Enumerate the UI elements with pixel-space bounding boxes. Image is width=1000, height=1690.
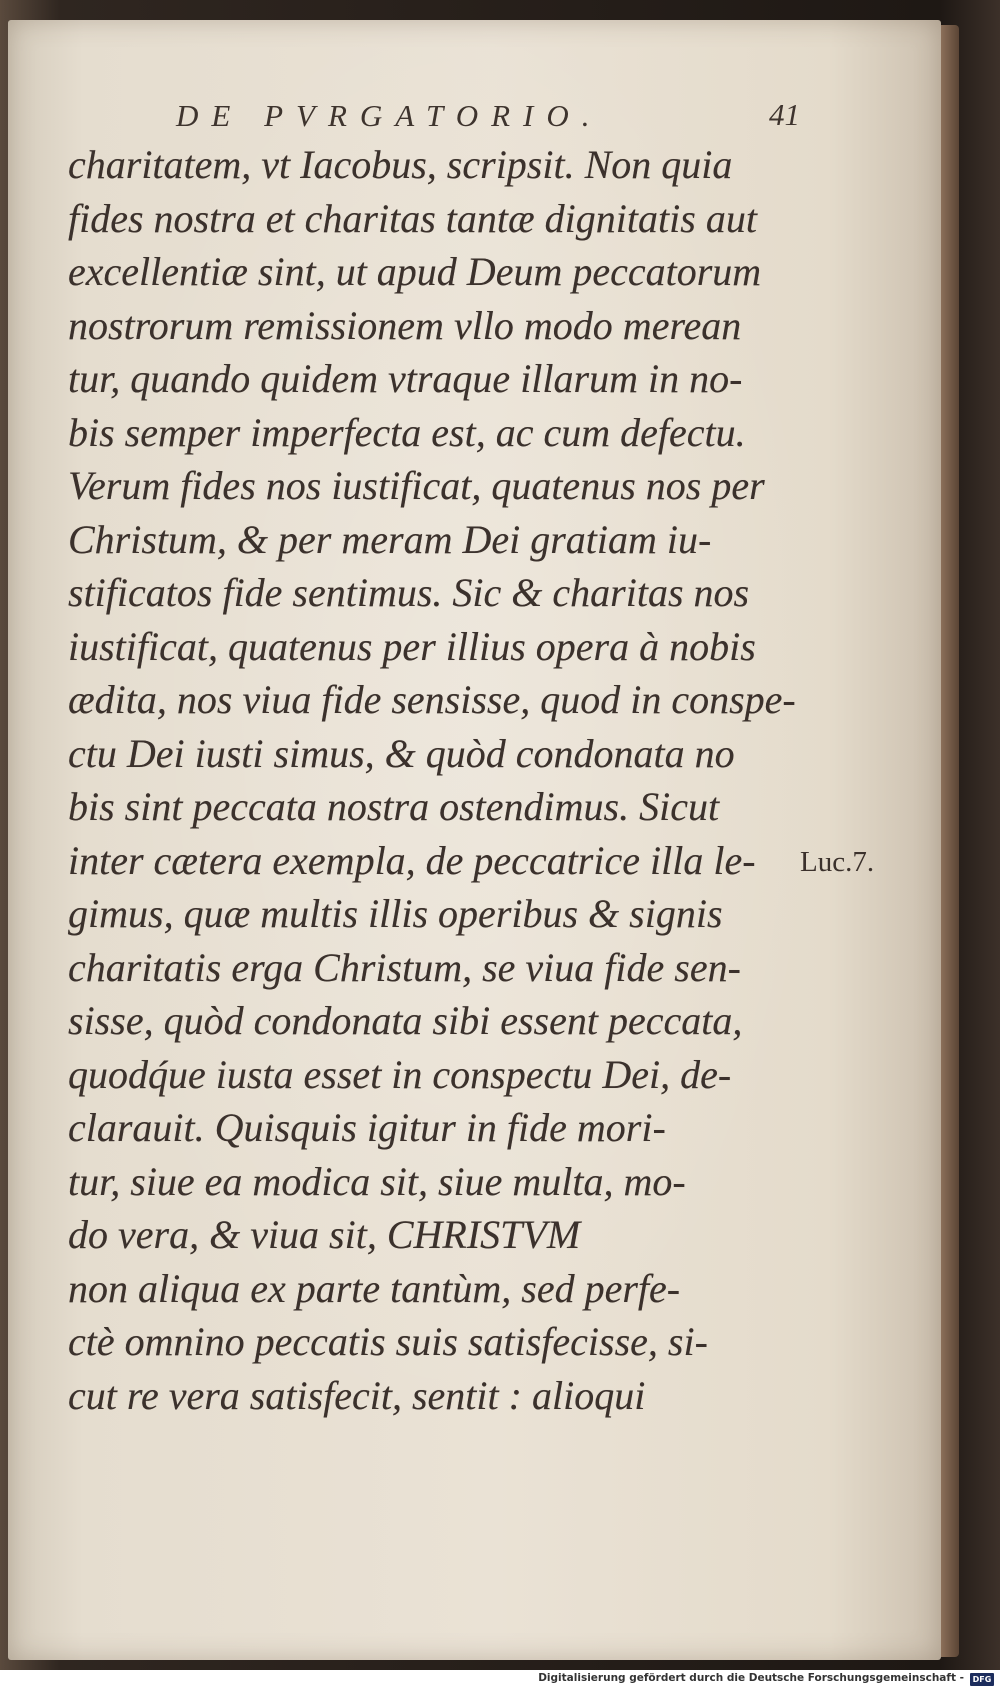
text-line: nostrorum remissionem vllo modo merean [68, 302, 742, 348]
text-line: clarauit. Quisquis igitur in fide mori- [68, 1105, 666, 1150]
text-line: ædita, nos viua fide sensisse, quod in conspe- [68, 677, 796, 722]
text-line: Christum, & per meram Dei gratiam iu- [68, 516, 712, 562]
footer-bar [0, 1670, 1000, 1690]
text-line: do vera, & viua sit, CHRISTVM [68, 1212, 581, 1257]
dfg-logo: DFG [970, 1673, 994, 1686]
marginal-note: Luc.7. [800, 846, 875, 878]
text-line: ctè omnino peccatis suis satisfecisse, si- [68, 1319, 708, 1364]
text-line: bis semper imperfecta est, ac cum defectu. [68, 409, 746, 455]
text-line: bis sint peccata nostra ostendimus. Sicut [68, 784, 720, 829]
text-line: charitatis erga Christum, se viua fide sen- [68, 944, 741, 990]
text-line: inter cætera exempla, de peccatrice illa le- [68, 837, 756, 883]
text-line: excellentiæ sint, ut apud Deum peccatorum [68, 249, 762, 294]
text-line: fides nostra et charitas tantæ dignitatis aut [68, 195, 757, 241]
footer-credit: Digitalisierung gefördert durch die Deutsche Forschungsgemeinschaft - [538, 1672, 964, 1684]
text-line: tur, siue ea modica sit, siue multa, mo- [68, 1158, 686, 1204]
running-head: DE PVRGATORIO. [176, 98, 603, 133]
body-text [68, 138, 818, 1422]
text-line: quodq́ue iusta esset in conspectu Dei, de- [68, 1051, 732, 1097]
text-line: iustificat, quatenus per illius opera à nobis [68, 623, 756, 669]
page-edge [941, 25, 959, 1657]
page-header [176, 98, 816, 138]
text-line: ctu Dei iusti simus, & quòd condonata no [68, 730, 735, 776]
text-line: Verum fides nos iustificat, quatenus nos per [68, 463, 765, 508]
text-line: tur, quando quidem vtraque illarum in no- [68, 356, 743, 401]
text-line: sisse, quòd condonata sibi essent peccata, [68, 998, 743, 1043]
text-line: cut re vera satisfecit, sentit : alioqui [68, 1372, 646, 1418]
text-line: gimus, quæ multis illis operibus & signis [68, 891, 723, 936]
book-page [8, 20, 941, 1660]
text-line: non aliqua ex parte tantùm, sed perfe- [68, 1265, 681, 1311]
page-number: 41 [769, 97, 800, 132]
text-line: charitatem, vt Iacobus, scripsit. Non quia [68, 142, 733, 187]
text-line: stificatos fide sentimus. Sic & charitas nos [68, 570, 750, 615]
